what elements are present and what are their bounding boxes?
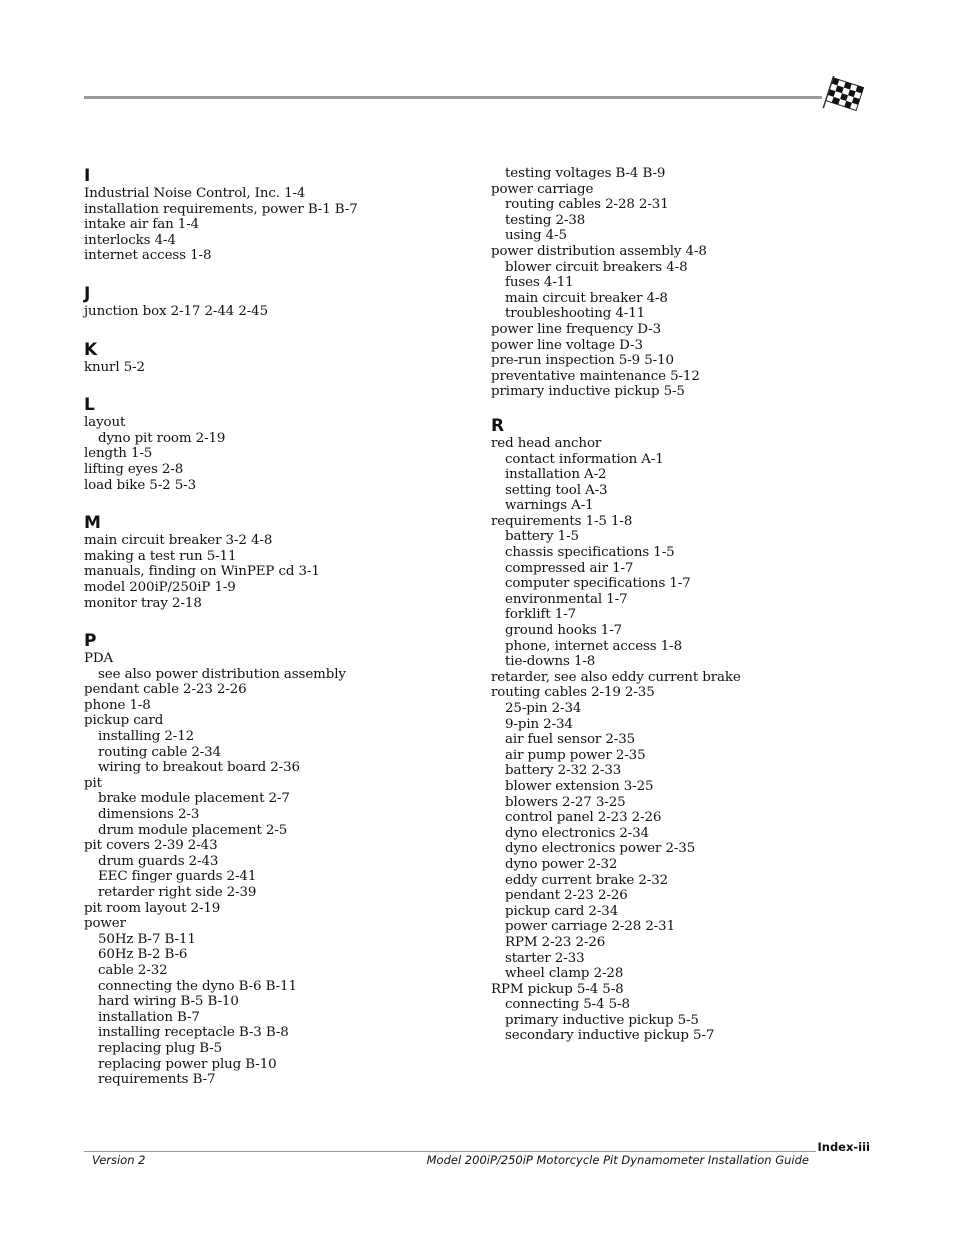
- index-subentry: dyno power 2-32: [505, 856, 618, 872]
- index-entry: internet access 1-8: [84, 248, 212, 264]
- index-section: [84, 166, 464, 264]
- index-entry: layout: [84, 415, 126, 431]
- index-subentry: battery 2-32 2-33: [505, 763, 622, 779]
- index-entry: pit: [84, 775, 102, 791]
- index-letter-heading: P: [84, 631, 97, 652]
- index-entry: power line frequency D-3: [491, 321, 662, 337]
- index-section: [84, 284, 464, 320]
- index-subentry: wiring to breakout board 2-36: [98, 760, 300, 776]
- index-subentry: troubleshooting 4-11: [505, 306, 646, 322]
- index-subentry: 60Hz B-2 B-6: [98, 947, 188, 963]
- index-subentry: tie-downs 1-8: [505, 654, 596, 670]
- index-subentry: main circuit breaker 4-8: [505, 290, 668, 306]
- index-entry: requirements 1-5 1-8: [491, 513, 633, 529]
- index-entry: PDA: [84, 651, 114, 667]
- index-entry: pit room layout 2-19: [84, 900, 221, 916]
- index-subentry: cable 2-32: [98, 962, 168, 978]
- index-subentry: dyno electronics 2-34: [505, 825, 650, 841]
- index-subentry: retarder right side 2-39: [98, 885, 257, 900]
- checkered-flag-icon: [822, 76, 866, 116]
- index-subentry: brake module placement 2-7: [98, 791, 290, 807]
- index-subentry: hard wiring B-5 B-10: [98, 994, 239, 1010]
- index-subentry: EEC finger guards 2-41: [98, 869, 257, 885]
- index-subentry: fuses 4-11: [505, 275, 574, 291]
- index-letter-heading: R: [491, 415, 505, 436]
- index-subentry: installing 2-12: [98, 729, 195, 745]
- index-subentry: testing voltages B-4 B-9: [505, 166, 666, 181]
- version-label: Version 2: [92, 1153, 146, 1167]
- index-subentry: environmental 1-7: [505, 591, 628, 607]
- index-section: [84, 340, 464, 376]
- index-entry: power distribution assembly 4-8: [491, 243, 707, 259]
- index-subentry: installation A-2: [505, 467, 607, 483]
- index-entry: power: [84, 916, 126, 932]
- index-entry: junction box 2-17 2-44 2-45: [84, 303, 269, 319]
- index-subentry: computer specifications 1-7: [505, 576, 691, 592]
- index-entry: intake air fan 1-4: [84, 217, 200, 233]
- footer-rule: [84, 1151, 816, 1152]
- index-subentry: testing 2-38: [505, 212, 586, 228]
- index-subentry: phone, internet access 1-8: [505, 638, 682, 654]
- header-rule: [84, 96, 822, 99]
- index-entry: knurl 5-2: [84, 359, 145, 375]
- index-subentry: compressed air 1-7: [505, 560, 634, 576]
- index-subentry: control panel 2-23 2-26: [505, 810, 662, 826]
- index-subentry: using 4-5: [505, 228, 567, 244]
- index-entry: routing cables 2-19 2-35: [491, 685, 655, 701]
- index-subentry: warnings A-1: [505, 498, 594, 514]
- index-entry: RPM pickup 5-4 5-8: [491, 981, 624, 997]
- index-entry: Industrial Noise Control, Inc. 1-4: [84, 186, 306, 201]
- index-subentry: drum module placement 2-5: [98, 822, 288, 838]
- index-subentry: installation B-7: [98, 1009, 200, 1025]
- index-subentry: starter 2-33: [505, 950, 585, 966]
- index-subentry: secondary inductive pickup 5-7: [505, 1028, 715, 1044]
- index-entry: manuals, finding on WinPEP cd 3-1: [84, 564, 320, 580]
- index-subentry: dyno electronics power 2-35: [505, 841, 696, 857]
- index-subentry: dyno pit room 2-19: [98, 430, 226, 446]
- index-subentry: replacing power plug B-10: [98, 1056, 277, 1072]
- index-column-right: [491, 166, 891, 1064]
- index-entry: interlocks 4-4: [84, 232, 176, 248]
- index-subentry: blowers 2-27 3-25: [505, 794, 626, 810]
- index-column-left: [84, 166, 464, 1108]
- guide-title: Model 200iP/250iP Motorcycle Pit Dynamometer Installation Guide: [426, 1153, 809, 1167]
- index-section: [491, 416, 891, 1044]
- index-subentry: requirements B-7: [98, 1072, 216, 1088]
- index-entry: red head anchor: [491, 435, 602, 451]
- index-entry: pre-run inspection 5-9 5-10: [491, 353, 674, 369]
- index-subentry: chassis specifications 1-5: [505, 545, 675, 561]
- index-subentry: see also power distribution assembly: [98, 666, 346, 682]
- index-entry: lifting eyes 2-8: [84, 461, 184, 477]
- index-subentry: 25-pin 2-34: [505, 701, 582, 716]
- index-subentry: blower circuit breakers 4-8: [505, 259, 688, 275]
- index-letter-heading: L: [84, 395, 95, 416]
- index-subentry: 50Hz B-7 B-11: [98, 931, 196, 947]
- index-subentry: routing cables 2-28 2-31: [505, 197, 669, 213]
- index-entry: pit covers 2-39 2-43: [84, 838, 218, 854]
- index-subentry: primary inductive pickup 5-5: [505, 1012, 699, 1028]
- index-entry: monitor tray 2-18: [84, 595, 202, 611]
- index-subentry: 9-pin 2-34: [505, 716, 573, 732]
- index-subentry: eddy current brake 2-32: [505, 872, 669, 888]
- index-subentry: wheel clamp 2-28: [505, 966, 624, 982]
- index-subentry: pickup card 2-34: [505, 903, 619, 919]
- index-entry: retarder, see also eddy current brake: [491, 669, 741, 685]
- index-entry: length 1-5: [84, 446, 153, 462]
- index-letter-heading: M: [84, 513, 101, 534]
- index-letter-heading: K: [84, 339, 98, 360]
- index-subentry: battery 1-5: [505, 529, 579, 545]
- index-entry: preventative maintenance 5-12: [491, 368, 700, 384]
- index-subentry: installing receptacle B-3 B-8: [98, 1025, 289, 1041]
- index-letter-heading: I: [84, 166, 91, 186]
- index-subentry: setting tool A-3: [505, 482, 608, 498]
- index-entry: model 200iP/250iP 1-9: [84, 579, 236, 595]
- index-subentry: dimensions 2-3: [98, 807, 200, 823]
- index-subentry: pendant 2-23 2-26: [505, 888, 628, 904]
- index-subentry: contact information A-1: [505, 451, 664, 467]
- index-subentry: ground hooks 1-7: [505, 623, 623, 639]
- index-entry: primary inductive pickup 5-5: [491, 384, 685, 400]
- index-section: [84, 513, 464, 611]
- index-entry: making a test run 5-11: [84, 548, 237, 564]
- index-subentry: power carriage 2-28 2-31: [505, 919, 676, 935]
- index-subentry: drum guards 2-43: [98, 853, 219, 869]
- index-entry: pickup card: [84, 713, 164, 729]
- index-subentry: air fuel sensor 2-35: [505, 732, 636, 748]
- index-subentry: forklift 1-7: [505, 607, 577, 623]
- index-letter-heading: J: [84, 283, 91, 304]
- index-section: [491, 166, 891, 400]
- index-subentry: replacing plug B-5: [98, 1040, 223, 1056]
- index-subentry: RPM 2-23 2-26: [505, 934, 606, 950]
- index-entry: main circuit breaker 3-2 4-8: [84, 533, 273, 549]
- index-entry: power line voltage D-3: [491, 337, 643, 353]
- index-entry: pendant cable 2-23 2-26: [84, 682, 247, 698]
- index-subentry: blower extension 3-25: [505, 778, 654, 794]
- index-section: [84, 395, 464, 493]
- index-subentry: connecting the dyno B-6 B-11: [98, 978, 297, 994]
- index-entry: load bike 5-2 5-3: [84, 477, 196, 493]
- index-subentry: air pump power 2-35: [505, 747, 646, 763]
- index-subentry: routing cable 2-34: [98, 744, 222, 760]
- index-entry: phone 1-8: [84, 697, 151, 713]
- index-section: [84, 631, 464, 1088]
- index-entry: power carriage: [491, 181, 594, 197]
- index-subentry: connecting 5-4 5-8: [505, 997, 630, 1013]
- page-number: Index-iii: [817, 1140, 870, 1154]
- index-entry: installation requirements, power B-1 B-7: [84, 201, 358, 217]
